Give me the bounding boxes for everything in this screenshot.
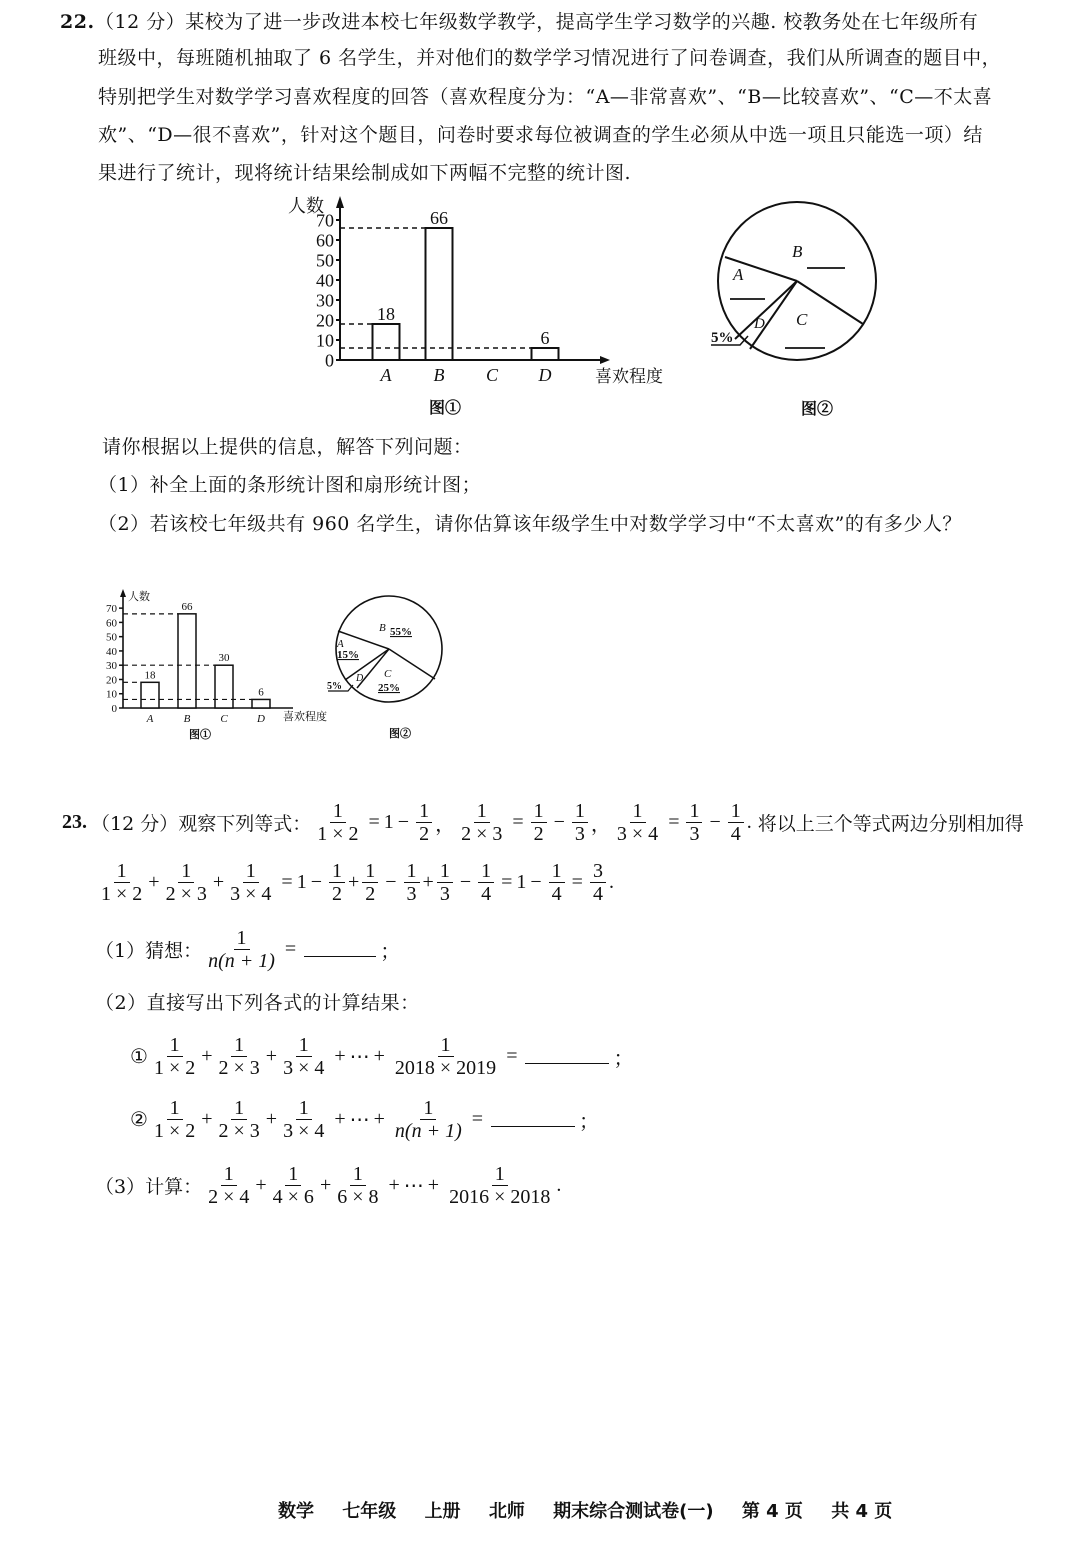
footer-edition: 北师: [488, 1501, 525, 1522]
plus-sign: +: [148, 871, 160, 893]
answer-pie-label-c: C: [384, 668, 392, 680]
numerator: 1: [167, 1097, 183, 1120]
frac-1-2018x2019: [392, 1034, 499, 1079]
denominator: 2 × 4: [208, 1186, 250, 1208]
bar-value-label: 6: [258, 686, 264, 699]
plus-sign: +: [347, 871, 360, 893]
q23-m1-line: [130, 1034, 633, 1079]
q23-number: 23.: [62, 811, 87, 833]
numerator: 1: [416, 800, 432, 823]
q23-sub1: （1）猜想：: [95, 940, 203, 962]
plus-sign: +: [373, 1045, 385, 1067]
answer-bar-chart: [95, 588, 325, 743]
plus-sign: +: [334, 1108, 346, 1130]
category-label: A: [380, 365, 392, 385]
plus-sign: +: [201, 1108, 213, 1130]
pie-label-a: A: [733, 265, 744, 284]
denominator: 2: [331, 883, 342, 905]
bar-C: [215, 665, 233, 708]
page-footer: [278, 1497, 914, 1523]
numerator: 1: [362, 860, 378, 883]
numerator: 1: [420, 1097, 436, 1120]
period: .: [746, 811, 752, 833]
number: 1: [383, 811, 394, 833]
numerator: 1: [234, 927, 250, 950]
frac-1-4: [478, 860, 494, 905]
frac-1-2: [531, 800, 547, 845]
numerator: 1: [329, 860, 345, 883]
semicolon: ；: [579, 1111, 600, 1133]
y-tick-label: 40: [106, 645, 117, 658]
answer-pie-chart: [320, 595, 450, 745]
minus-sign: −: [709, 811, 721, 833]
category-label: D: [538, 365, 552, 385]
bar-D: [532, 348, 559, 360]
frac-1-68: [334, 1163, 381, 1208]
ellipsis: ⋯: [403, 1175, 424, 1197]
minus-sign: −: [310, 871, 322, 893]
comma: ，: [435, 814, 456, 836]
frac-3-4: [590, 860, 606, 905]
frac-1-34: [614, 800, 661, 845]
denominator: 2: [365, 883, 376, 905]
ellipsis: ⋯: [349, 1046, 370, 1068]
y-tick-label: 60: [316, 230, 334, 251]
marker-2: ②: [130, 1109, 148, 1131]
numerator: 1: [350, 1163, 366, 1186]
answer-pie-label-a: A: [337, 638, 344, 650]
q22-prompt: 请你根据以上提供的信息，解答下列问题：: [102, 436, 473, 458]
answer-pie-pct-c: 25%: [378, 682, 400, 694]
y-tick-label: 70: [106, 602, 117, 615]
numerator: 1: [285, 1163, 301, 1186]
answer-pie-pct-b: 55%: [390, 626, 412, 638]
frac-1-34: [227, 860, 274, 905]
marker-1: ①: [130, 1046, 148, 1068]
footer-page: 第 4 页: [741, 1501, 803, 1522]
figure-caption-2: 图②: [800, 401, 834, 418]
minus-sign: −: [553, 811, 565, 833]
category-label: C: [220, 713, 228, 725]
plus-sign: +: [388, 1174, 400, 1196]
denominator: 3 × 4: [616, 823, 659, 845]
y-ticks: [316, 210, 340, 370]
plus-sign: +: [265, 1108, 278, 1130]
frac-1-3: [404, 860, 420, 905]
denominator: 3: [439, 883, 450, 905]
semicolon: ；: [380, 941, 401, 963]
frac-1-12: [314, 800, 361, 845]
denominator: 2016 × 2018: [449, 1186, 551, 1208]
q23-sub3-line: [95, 1163, 561, 1208]
q22-sub2: （2）若该校七年级共有 960 名学生，请你估算该年级学生中对数学学习中“不太喜欢”的有多少人？: [98, 513, 962, 535]
pie-pct-d: 5%: [711, 330, 734, 346]
bar-A: [141, 682, 159, 708]
answer-pie-label-b: B: [379, 622, 386, 634]
numerator: 1: [572, 800, 588, 823]
answer-blank[interactable]: [525, 1049, 609, 1064]
frac-1-4: [549, 860, 565, 905]
denominator: 4: [481, 883, 492, 905]
denominator: 1 × 2: [317, 823, 359, 845]
numerator: 1: [296, 1097, 312, 1120]
answer-radius-4: [389, 649, 435, 679]
q23-sub2: （2）直接写出下列各式的计算结果：: [95, 992, 420, 1014]
eq-sign: =: [571, 871, 583, 893]
frac-1-12: [151, 1097, 198, 1142]
category-label: A: [146, 713, 154, 725]
frac-1-24: [205, 1163, 252, 1208]
pie-label-b: B: [792, 242, 803, 261]
bar-value-label: 30: [218, 652, 230, 665]
bar-value-label: 6: [540, 328, 550, 348]
pie-radius-d: [750, 281, 797, 349]
numerator: 1: [221, 1163, 237, 1186]
denominator: 2018 × 2019: [394, 1057, 497, 1079]
answer-blank[interactable]: [491, 1112, 575, 1127]
answer-bars: [123, 601, 270, 725]
q23-sum-line: [95, 860, 614, 905]
answer-y-label: 人数: [128, 591, 150, 603]
denominator: n(n + 1): [394, 1120, 462, 1142]
numerator: 1: [404, 860, 420, 883]
numerator: 1: [114, 860, 130, 883]
q22-number: 22.: [60, 11, 95, 33]
denominator: 4: [551, 883, 562, 905]
y-tick-label: 10: [316, 330, 334, 351]
number: 1: [296, 871, 307, 893]
denominator: 3 × 4: [283, 1120, 325, 1142]
q22-line-2: 班级中，每班随机抽取了 6 名学生，并对他们的数学学习情况进行了问卷调查，我们从所调查的题目中，: [98, 47, 1002, 69]
q23-m2-line: [130, 1097, 599, 1142]
answer-blank[interactable]: [304, 942, 376, 957]
denominator: 1 × 2: [153, 1057, 196, 1079]
q23-sub1-line: [95, 927, 400, 972]
frac-1-3: [686, 800, 702, 845]
y-tick-label: 20: [316, 310, 334, 331]
footer-volume: 上册: [424, 1501, 461, 1522]
bar-B: [178, 614, 196, 708]
frac-1-2016x2018: [446, 1163, 553, 1208]
plus-sign: +: [422, 871, 434, 893]
denominator: 1 × 2: [153, 1120, 196, 1142]
y-tick-label: 20: [106, 674, 117, 687]
eq-sign: =: [506, 1045, 518, 1067]
numerator: 1: [630, 800, 646, 823]
bar-value-label: 66: [430, 208, 448, 228]
y-tick-label: 70: [316, 210, 334, 231]
answer-caption-2: 图②: [389, 728, 411, 740]
denominator: 3: [574, 823, 585, 845]
q22-line-3: 特别把学生对数学学习喜欢程度的回答（喜欢程度分为：“A—非常喜欢”、“B—比较喜欢”、“C—不太喜: [98, 86, 993, 108]
bar-chart-incomplete: [270, 190, 690, 420]
numerator: 3: [590, 860, 606, 883]
frac-1-n: [205, 927, 278, 972]
answer-pie-pct-a: 15%: [337, 649, 359, 661]
numerator: 1: [686, 800, 702, 823]
minus-sign: −: [385, 871, 397, 893]
denominator: 2 × 3: [218, 1120, 260, 1142]
frac-1-12: [98, 860, 145, 905]
denominator: 3 × 4: [283, 1057, 325, 1079]
answer-pie-label-d: D: [356, 673, 364, 684]
y-tick-label: 60: [106, 617, 117, 630]
period: .: [556, 1174, 562, 1196]
frac-1-23: [163, 860, 210, 905]
numerator: 1: [167, 1034, 183, 1057]
figure-caption-1: 图①: [428, 400, 462, 417]
number: 1: [516, 871, 527, 893]
minus-sign: −: [397, 811, 410, 833]
minus-sign: −: [530, 871, 542, 893]
frac-1-23: [216, 1097, 263, 1142]
denominator: 2 × 3: [461, 823, 503, 845]
y-tick-label: 0: [111, 702, 117, 715]
numerator: 1: [231, 1097, 247, 1120]
q22-line-5: 果进行了统计，现将统计结果绘制成如下两幅不完整的统计图.: [98, 162, 632, 184]
ellipsis: ⋯: [349, 1109, 370, 1131]
plus-sign: +: [212, 871, 225, 893]
q22-line-1: （12 分）某校为了进一步改进本校七年级数学教学，提高学生学习数学的兴趣. 校教务处在七年级所有: [95, 11, 979, 33]
y-tick-label: 10: [106, 688, 117, 701]
eq-sign: =: [368, 811, 380, 833]
frac-1-2: [329, 860, 345, 905]
pie-chart-incomplete: [700, 200, 900, 420]
pie-radius-a: [735, 281, 797, 339]
numerator: 1: [531, 800, 547, 823]
frac-1-34: [280, 1034, 327, 1079]
denominator: 3: [406, 883, 417, 905]
period: .: [608, 871, 614, 893]
numerator: 1: [437, 860, 453, 883]
frac-1-4: [728, 800, 744, 845]
denominator: 2 × 3: [165, 883, 207, 905]
answer-y-ticks: [106, 603, 123, 715]
bar-value-label: 18: [377, 304, 395, 324]
x-axis-label: 喜欢程度: [595, 367, 663, 386]
plus-sign: +: [265, 1045, 278, 1067]
category-label: C: [485, 365, 499, 385]
frac-1-3: [437, 860, 453, 905]
eq-sign: =: [284, 938, 297, 960]
y-axis-label: 人数: [288, 196, 324, 216]
q23-intro: （12 分）观察下列等式：: [91, 813, 312, 835]
pie-label-d: D: [754, 316, 765, 332]
plus-sign: +: [255, 1174, 267, 1196]
plus-sign: +: [373, 1108, 385, 1130]
numerator: 1: [243, 860, 259, 883]
numerator: 1: [296, 1034, 312, 1057]
denominator: 1 × 2: [101, 883, 143, 905]
denominator: 4 × 6: [272, 1186, 314, 1208]
answer-pie-pct-d: 5%: [327, 681, 342, 692]
numerator: 1: [330, 800, 346, 823]
footer-title: 期末综合测试卷(一): [553, 1501, 714, 1522]
footer-total: 共 4 页: [831, 1501, 893, 1522]
frac-1-3: [572, 800, 588, 845]
y-tick-label: 50: [106, 631, 117, 644]
numerator: 1: [474, 800, 490, 823]
plus-sign: +: [334, 1045, 346, 1067]
bar-value-label: 18: [144, 669, 156, 682]
q23-line-1: [62, 800, 1024, 845]
plus-sign: +: [319, 1174, 332, 1196]
denominator: 2 × 3: [218, 1057, 260, 1079]
numerator: 1: [492, 1163, 508, 1186]
plus-sign: +: [427, 1174, 440, 1196]
y-tick-label: 30: [106, 660, 117, 673]
denominator: 6 × 8: [337, 1186, 379, 1208]
numerator: 1: [728, 800, 744, 823]
category-label: B: [183, 713, 191, 725]
denominator: 4: [730, 823, 741, 845]
eq-sign: =: [501, 871, 513, 893]
numerator: 1: [549, 860, 565, 883]
category-label: B: [433, 365, 445, 385]
y-tick-label: 40: [316, 270, 334, 291]
y-tick-label: 0: [325, 350, 334, 371]
q22-line-4: 欢”、“D—很不喜欢”，针对这个题目，问卷时要求每位被调查的学生必须从中选一项且只能选一项）结: [98, 124, 983, 146]
denominator: 2: [419, 823, 430, 845]
frac-1-34: [280, 1097, 327, 1142]
numerator: 1: [438, 1034, 454, 1057]
denominator: 3: [689, 823, 700, 845]
frac-1-23: [216, 1034, 263, 1079]
denominator: 2: [533, 823, 544, 845]
eq-sign: =: [471, 1108, 484, 1130]
y-tick-label: 30: [316, 290, 334, 311]
frac-1-46: [270, 1163, 317, 1208]
plus-sign: +: [201, 1045, 213, 1067]
eq-sign: =: [281, 871, 293, 893]
semicolon: ；: [613, 1048, 634, 1070]
q23-after: 将以上三个等式两边分别相加得: [757, 813, 1024, 835]
comma: ，: [590, 814, 611, 836]
bar-D: [252, 699, 270, 708]
denominator: n(n + 1): [208, 950, 275, 972]
bar-value-label: 66: [181, 600, 193, 613]
bar-B: [426, 228, 453, 360]
pie-label-c: C: [796, 310, 808, 329]
eq-sign: =: [512, 811, 524, 833]
numerator: 1: [178, 860, 194, 883]
q23-sub3: （3）计算：: [95, 1176, 203, 1198]
bar-A: [373, 324, 400, 360]
frac-1-23: [458, 800, 505, 845]
denominator: 4: [592, 883, 603, 905]
frac-1-2: [416, 800, 432, 845]
answer-caption-1: 图①: [189, 729, 211, 741]
numerator: 1: [231, 1034, 247, 1057]
category-label: D: [257, 713, 265, 725]
y-tick-label: 50: [316, 250, 334, 271]
answer-x-label: 喜欢程度: [283, 711, 327, 723]
frac-1-n: [392, 1097, 465, 1142]
eq-sign: =: [668, 811, 680, 833]
footer-subject: 数学: [278, 1501, 314, 1522]
numerator: 1: [478, 860, 494, 883]
bars: [340, 208, 559, 385]
frac-1-12: [151, 1034, 198, 1079]
q22-sub1: （1）补全上面的条形统计图和扇形统计图；: [98, 474, 482, 496]
denominator: 3 × 4: [230, 883, 272, 905]
frac-1-2: [362, 860, 378, 905]
minus-sign: −: [459, 871, 472, 893]
footer-grade: 七年级: [342, 1501, 397, 1522]
